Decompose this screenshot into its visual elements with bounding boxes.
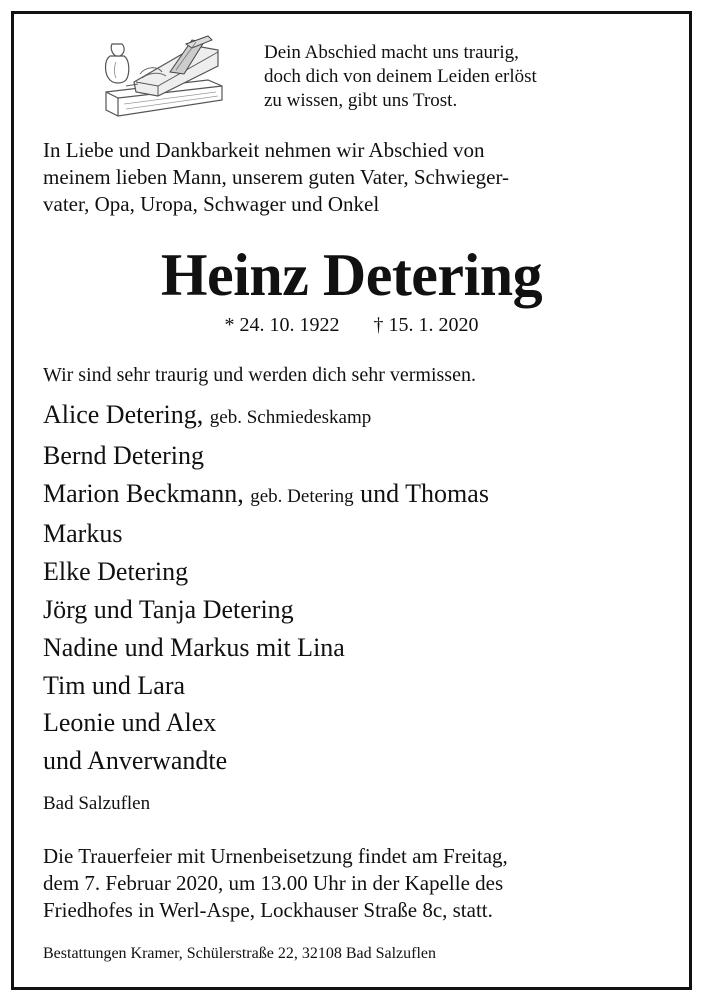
mourner-row: Jörg und Tanja Detering — [43, 594, 294, 624]
mourner-row: und Anverwandte — [43, 746, 228, 776]
mourner-row: Elke Detering — [43, 557, 189, 587]
intro-line: vater, Opa, Uropa, Schwager und Onkel — [43, 192, 380, 216]
mourner-name: Marion Beckmann, — [43, 478, 244, 508]
death-date: † 15. 1. 2020 — [373, 314, 479, 336]
funeral-service-info — [43, 843, 508, 924]
mourner-row — [43, 396, 489, 437]
motto-line: doch dich von deinem Leiden erlöst — [264, 66, 537, 87]
maiden-name-note: geb. Schmiedeskamp — [209, 407, 372, 428]
service-line: Friedhofes in Werl-Aspe, Lockhauser Straße 8c, statt. — [43, 898, 493, 922]
deceased-name: Heinz Detering — [160, 242, 543, 308]
mourner-row: Bernd Detering — [43, 440, 205, 470]
birth-date: * 24. 10. 1922 — [224, 314, 340, 336]
motto-verse — [264, 41, 537, 113]
intro-text — [43, 137, 509, 218]
carpenter-plane-icon — [96, 30, 236, 122]
mourner-row: Leonie und Alex — [43, 708, 217, 738]
motto-line: Dein Abschied macht uns traurig, — [264, 42, 519, 63]
intro-line: meinem lieben Mann, unserem guten Vater, Schwieger- — [43, 165, 510, 189]
mourner-name: Alice Detering, — [43, 400, 204, 429]
service-line: dem 7. Februar 2020, um 13.00 Uhr in der Kapelle des — [43, 871, 504, 895]
life-dates — [0, 312, 703, 338]
mourner-row — [43, 475, 489, 516]
mourner-name-cont: und Thomas — [360, 478, 489, 508]
mourner-row: Tim und Lara — [43, 670, 186, 700]
mourner-row: Markus — [43, 519, 123, 549]
intro-line: In Liebe und Dankbarkeit nehmen wir Abschied von — [43, 138, 485, 162]
maiden-name-note: geb. Detering — [250, 485, 354, 507]
place-name: Bad Salzuflen — [43, 793, 151, 814]
motto-line: zu wissen, gibt uns Trost. — [264, 90, 458, 111]
mourner-row: Nadine und Markus mit Lina — [43, 632, 345, 662]
service-line: Die Trauerfeier mit Urnenbeisetzung findet am Freitag, — [43, 844, 508, 868]
mourners-list — [43, 396, 489, 780]
mourning-line: Wir sind sehr traurig und werden dich sehr vermissen. — [43, 364, 476, 386]
funeral-home-info: Bestattungen Kramer, Schülerstraße 22, 32108 Bad Salzuflen — [43, 945, 437, 962]
